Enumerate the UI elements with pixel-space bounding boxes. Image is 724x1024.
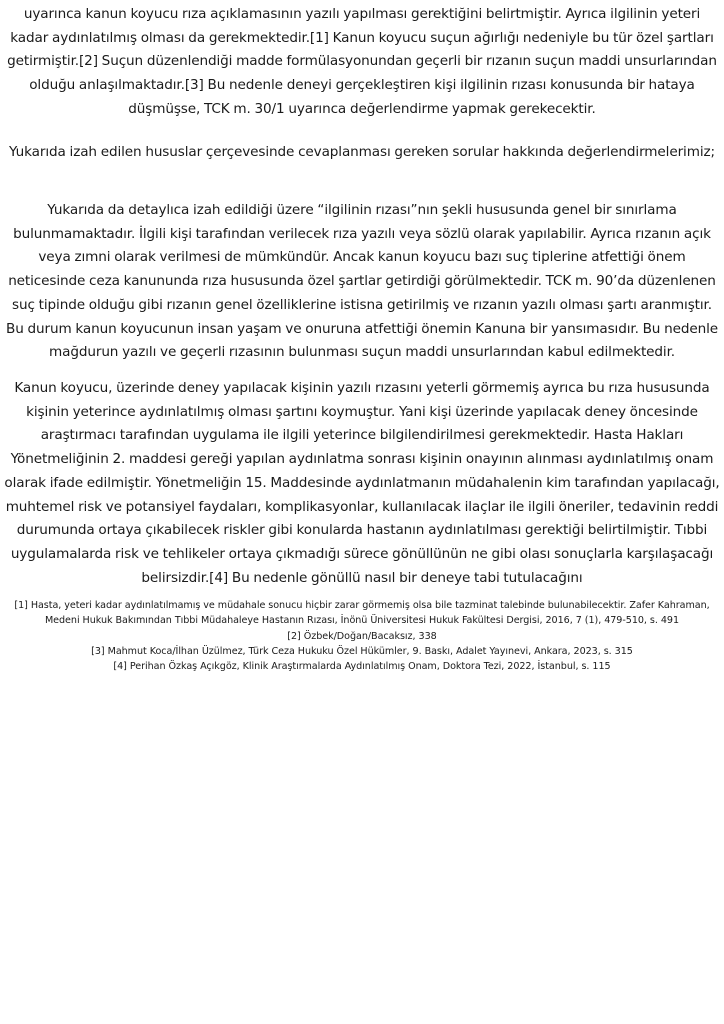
footnote-4: [4] Perihan Özkaş Açıkgöz, Klinik Araştırmalarda Aydınlatılmış Onam, Doktora Tezi, 2022, İstanbul, s. 115: [113, 661, 611, 673]
paragraph-questions-intro: Yukarıda izah edilen hususlar çerçevesinde cevaplanması gereken sorular hakkında değerlendirmelerimiz;: [9, 144, 715, 160]
footnote-1: [1] Hasta, yeteri kadar aydınlatılmamış ve müdahale sonucu hiçbir zarar görmemiş olsa bile tazminat talebinde bulunabilecektir. Zafer Kahraman, Medeni Hukuk Bakımından Tıbbi Müdahaleye Hastanın Rızası, İnönü Üniversitesi Hukuk Fakültesi Dergisi, 2016, 7 (1), 479-510, s. 491: [14, 600, 710, 627]
paragraph-informed-consent: Kanun koyucu, üzerinde deney yapılacak kişinin yazılı rızasını yeterli görmemiş ayrıca bu rıza hususunda kişinin yeterince aydınlatılmış olması şartını koymuştur. Yani kişi üzerinde yapılacak deney öncesinde araştırmacı tarafından uygulama ile ilgili yeterince bilgilendirilmesi gerekmektedir. Hasta Hakları Yönetmeliğinin 2. maddesi gereği yapılan aydınlatma sonrası kişinin onayının alınması aydınlatılmış onam olarak ifade edilmiştir. Yönetmeliğin 15. Maddesinde aydınlatmanın müdahalenin kim tarafından yapılacağı, muhtemel risk ve potansiyel faydaları, komplikasyonlar, kullanılacak ilaçlar ile ilgili öneriler, tedavinin reddi durumunda ortaya çıkabilecek riskler gibi konularda hastanın aydınlatılması gerektiği belirtilmiştir. Tıbbi uygulamalarda risk ve tehlikeler ortaya çıkmadığı sürece gönüllünün ne gibi olası sonuçlarla karşılaşacağı belirsizdir.[4] Bu nedenle gönüllü nasıl bir deneye tabi tutulacağını: [4, 380, 720, 586]
footnotes: [4, 598, 720, 674]
paragraph-consent-form: Yukarıda da detaylıca izah edildiği üzere “ilgilinin rızası”nın şekli hususunda genel bir sınırlama bulunmamaktadır. İlgili kişi tarafından verilecek rıza yazılı veya sözlü olarak yapılabilir. Ayrıca rızanın açık veya zımni olarak verilmesi de mümkündür. Ancak kanun koyucu bazı suç tiplerine atfettiği önem neticesinde ceza kanununda rıza hususunda özel şartlar getirdiği görülmektedir. TCK m. 90’da düzenlenen suç tipinde olduğu gibi rızanın genel özelliklerine istisna getirilmiş ve rızanın yazılı olması şartı aranmıştır. Bu durum kanun koyucunun insan yaşam ve onuruna atfettiği önemin Kanuna bir yansımasıdır. Bu nedenle mağdurun yazılı ve geçerli rızasının bulunması suçun maddi unsurlarından kabul edilmektedir.: [6, 202, 718, 361]
footnote-3: [3] Mahmut Koca/İlhan Üzülmez, Türk Ceza Hukuku Özel Hükümler, 9. Baskı, Adalet Yayınevi, Ankara, 2023, s. 315: [91, 645, 633, 657]
paragraph-consent-writing: uyarınca kanun koyucu rıza açıklamasının yazılı yapılması gerektiğini belirtmiştir. Ayrıca ilgilinin yeteri kadar aydınlatılmış olması da gerekmektedir.[1] Kanun koyucu suçun ağırlığı nedeniyle bu tür özel şartları getirmiştir.[2] Suçun düzenlendiği madde formülasyonundan geçerli bir rızanın suçun maddi unsurlarından olduğu anlaşılmaktadır.[3] Bu nedenle deneyi gerçekleştiren kişi ilgilinin rızası konusunda bir hataya düşmüşse, TCK m. 30/1 uyarınca değerlendirme yapmak gerekecektir.: [7, 6, 717, 117]
footnote-2: [2] Özbek/Doğan/Bacaksız, 338: [287, 630, 437, 642]
